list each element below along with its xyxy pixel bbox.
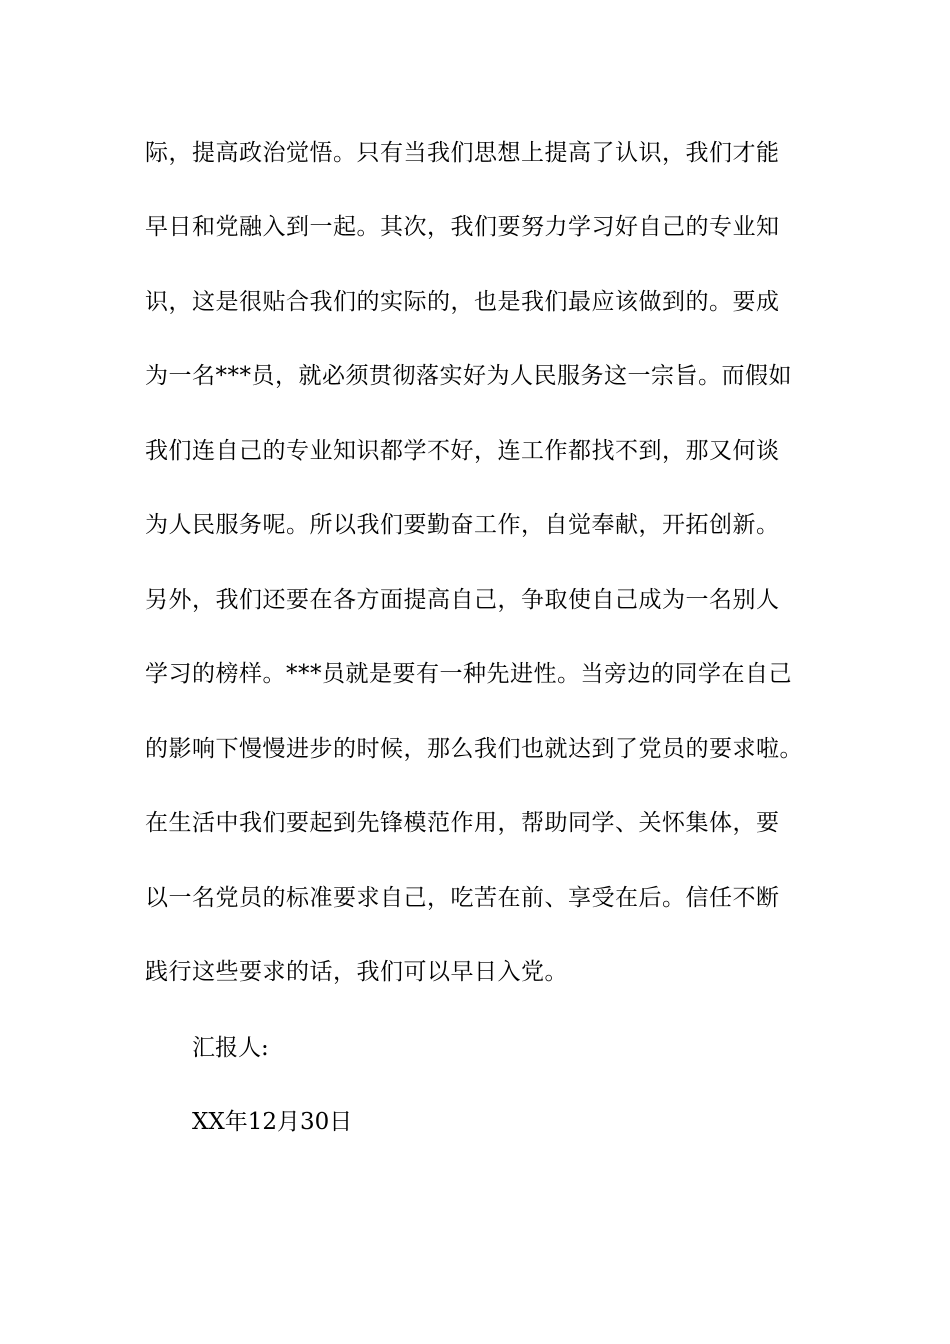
- paragraph-line-5: 我们连自己的专业知识都学不好，连工作都找不到，那又何谈: [145, 438, 780, 464]
- paragraph-line-12: 践行这些要求的话，我们可以早日入党。: [145, 959, 568, 985]
- paragraph-line-11: 以一名党员的标准要求自己，吃苦在前、享受在后。信任不断: [145, 885, 780, 911]
- paragraph-line-10: 在生活中我们要起到先锋模范作用，帮助同学、关怀集体，要: [145, 810, 780, 836]
- report-date: XX年12月30日: [192, 1109, 353, 1135]
- paragraph-line-8: 学习的榜样。***员就是要有一种先进性。当旁边的同学在自己: [145, 661, 792, 687]
- paragraph-line-2: 早日和党融入到一起。其次，我们要努力学习好自己的专业知: [145, 214, 780, 240]
- paragraph-line-9: 的影响下慢慢进步的时候，那么我们也就达到了党员的要求啦。: [145, 736, 803, 762]
- paragraph-line-1: 际，提高政治觉悟。只有当我们思想上提高了认识，我们才能: [145, 140, 780, 166]
- reporter-label: 汇报人:: [192, 1035, 269, 1061]
- paragraph-line-7: 另外，我们还要在各方面提高自己，争取使自己成为一名别人: [145, 587, 780, 613]
- paragraph-line-6: 为人民服务呢。所以我们要勤奋工作，自觉奉献，开拓创新。: [145, 512, 780, 538]
- paragraph-line-4: 为一名***员，就必须贯彻落实好为人民服务这一宗旨。而假如: [145, 363, 792, 389]
- paragraph-line-3: 识，这是很贴合我们的实际的，也是我们最应该做到的。要成: [145, 289, 780, 315]
